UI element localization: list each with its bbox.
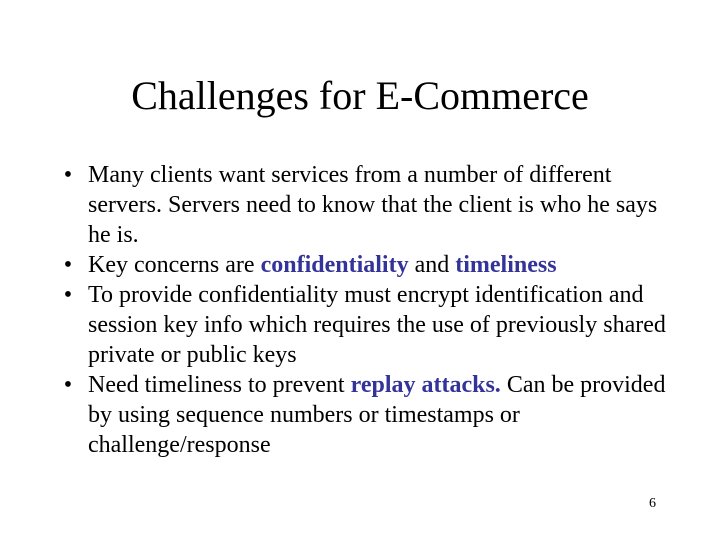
bullet-dot-icon: •: [63, 282, 73, 308]
bullet-list: [56, 160, 676, 460]
page-number: 6: [649, 496, 656, 511]
slide-title: Challenges for E-Commerce: [131, 73, 589, 118]
bullet-item-encryption: [56, 280, 676, 370]
bullet-text: Many clients want services from a number of different servers. Servers need to know that the client is who he says he is.: [88, 162, 658, 248]
bullet-text-after: Can be provided by using sequence numbers or timestamps or challenge/response: [88, 372, 666, 458]
bullet-item-key-concerns: [56, 250, 676, 280]
bullet-text-before: Key concerns are: [88, 252, 261, 278]
bullet-item-clients: [56, 160, 676, 250]
bullet-dot-icon: •: [63, 162, 73, 188]
bullet-text-before: Need timeliness to prevent: [88, 372, 351, 398]
bullet-item-replay-attacks: [56, 370, 676, 460]
emphasis-timeliness: timeliness: [455, 252, 557, 278]
bullet-dot-icon: •: [63, 252, 73, 278]
bullet-dot-icon: •: [63, 372, 73, 398]
emphasis-replay-attacks: replay attacks.: [350, 372, 501, 398]
emphasis-confidentiality: confidentiality: [260, 252, 409, 278]
bullet-text-middle: and: [408, 252, 456, 278]
bullet-text: To provide confidentiality must encrypt identification and session key info which requires the use of previously shared private or public keys: [88, 282, 666, 368]
